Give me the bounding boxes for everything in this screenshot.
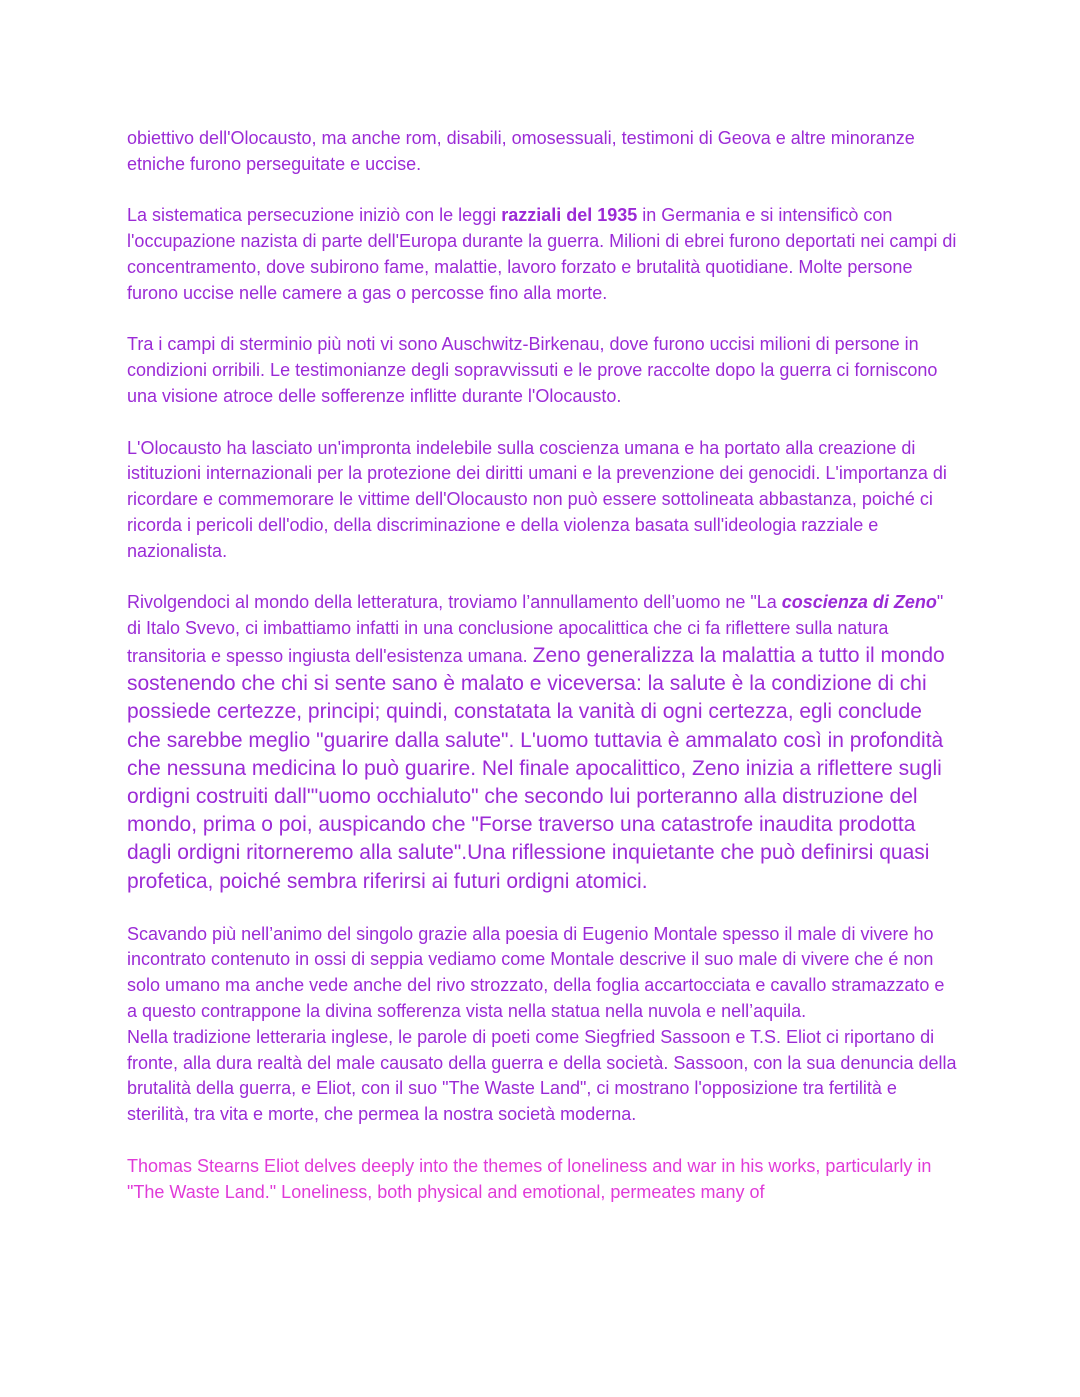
paragraph-extermination-camps: Tra i campi di sterminio più noti vi sono Auschwitz-Birkenau, dove furono uccisi milioni di persone in condizioni orribili. Le testimonianze degli sopravvissuti e le prove raccolte dopo la guerra ci forniscono una visione atroce delle sofferenze inflitte durante l'Olocausto. (127, 334, 938, 406)
paragraph-svevo-zeno (127, 590, 957, 895)
paragraph-eliot-english: Thomas Stearns Eliot delves deeply into the themes of loneliness and war in his works, particularly in "The Waste Land." Loneliness, both physical and emotional, permeates many of (127, 1155, 932, 1202)
paragraph-persecution (127, 203, 957, 306)
paragraph-holocaust-legacy: L'Olocausto ha lasciato un'impronta indelebile sulla coscienza umana e ha portato alla creazione di istituzioni internazionali per la protezione dei diritti umani e la prevenzione dei genocidi. L'importanza di ricordare e commemorare le vittime dell'Olocausto non può essere sottolineata abbastanza, poiché ci ricorda i pericoli dell'odio, della discriminazione e della violenza basata sull'ideologia razziale e nazionalista. (127, 437, 947, 561)
svevo-text-middle: " di Italo Svevo, ci imbattiamo infatti in una conclusione apocalittica che ci fa riflettere sulla natura transitoria e spesso ingiusta dell'esistenza umana. (127, 592, 944, 666)
persecution-text-end: in Germania e si intensificò con l'occupazione nazista di parte dell'Europa durante la guerra. Milioni di ebrei furono deportati nei campi di concentramento, dove subirono fame, malattie, lavoro forzato e brutalità quotidiane. Molte persone furono uccise nelle camere a gas o percosse fino alla morte. (127, 205, 957, 303)
paragraph-holocaust-victims: obiettivo dell'Olocausto, ma anche rom, disabili, omosessuali, testimoni di Geova e altre minoranze etniche furono perseguitate e uccise. (127, 128, 915, 174)
paragraph-montale: Scavando più nell’animo del singolo grazie alla poesia di Eugenio Montale spesso il male di vivere ho incontrato contenuto in ossi di seppia vediamo come Montale descrive il suo male di vivere che é non solo umano ma anche vede anche del rivo strozzato, della foglia accartocciata e cavallo stramazzato e a questo contrappone la divina sofferenza vista nella statua nella nuvola e nell’aquila. (127, 923, 945, 1021)
document-body (127, 126, 957, 1205)
svevo-text-large: Zeno generalizza la malattia a tutto il mondo sostenendo che chi si sente sano è malato e viceversa: la salute è la condizione di chi possiede certezze, principi; quindi, constatata la vanità di ogni certezza, egli conclude che sarebbe meglio "guarire dalla salute". L'uomo tuttavia è ammalato così in profondità che nessuna medicina lo può guarire. Nel finale apocalittico, Zeno inizia a riflettere sugli ordigni costruiti dall'"uomo occhialuto" che secondo lui porteranno alla distruzione del mondo, prima o poi, auspicando che "Forse traverso una catastrofe inaudita prodotta dagli ordigni ritorneremo alla salute".Una riflessione inquietante che può definirsi quasi profetica, poiché sembra riferirsi ai futuri ordigni atomici. (127, 643, 945, 893)
paragraph-english-poets: Nella tradizione letteraria inglese, le parole di poeti come Siegfried Sassoon e T.S. Eliot ci riportano di fronte, alla dura realtà del male causato della guerra e della società. Sassoon, con la sua denuncia della brutalità della guerra, e Eliot, con il suo "The Waste Land", ci mostrano l'opposizione tra fertilità e sterilità, tra vita e morte, che permea la nostra società moderna. (127, 1026, 957, 1125)
racial-laws-emphasis: razziali del 1935 (501, 205, 638, 226)
zeno-title-emphasis: coscienza di Zeno (781, 592, 937, 613)
persecution-text-start: La sistematica persecuzione iniziò con le leggi (127, 205, 502, 226)
svevo-text-start: Rivolgendoci al mondo della letteratura, troviamo l’annullamento dell’uomo ne "La (127, 592, 782, 613)
